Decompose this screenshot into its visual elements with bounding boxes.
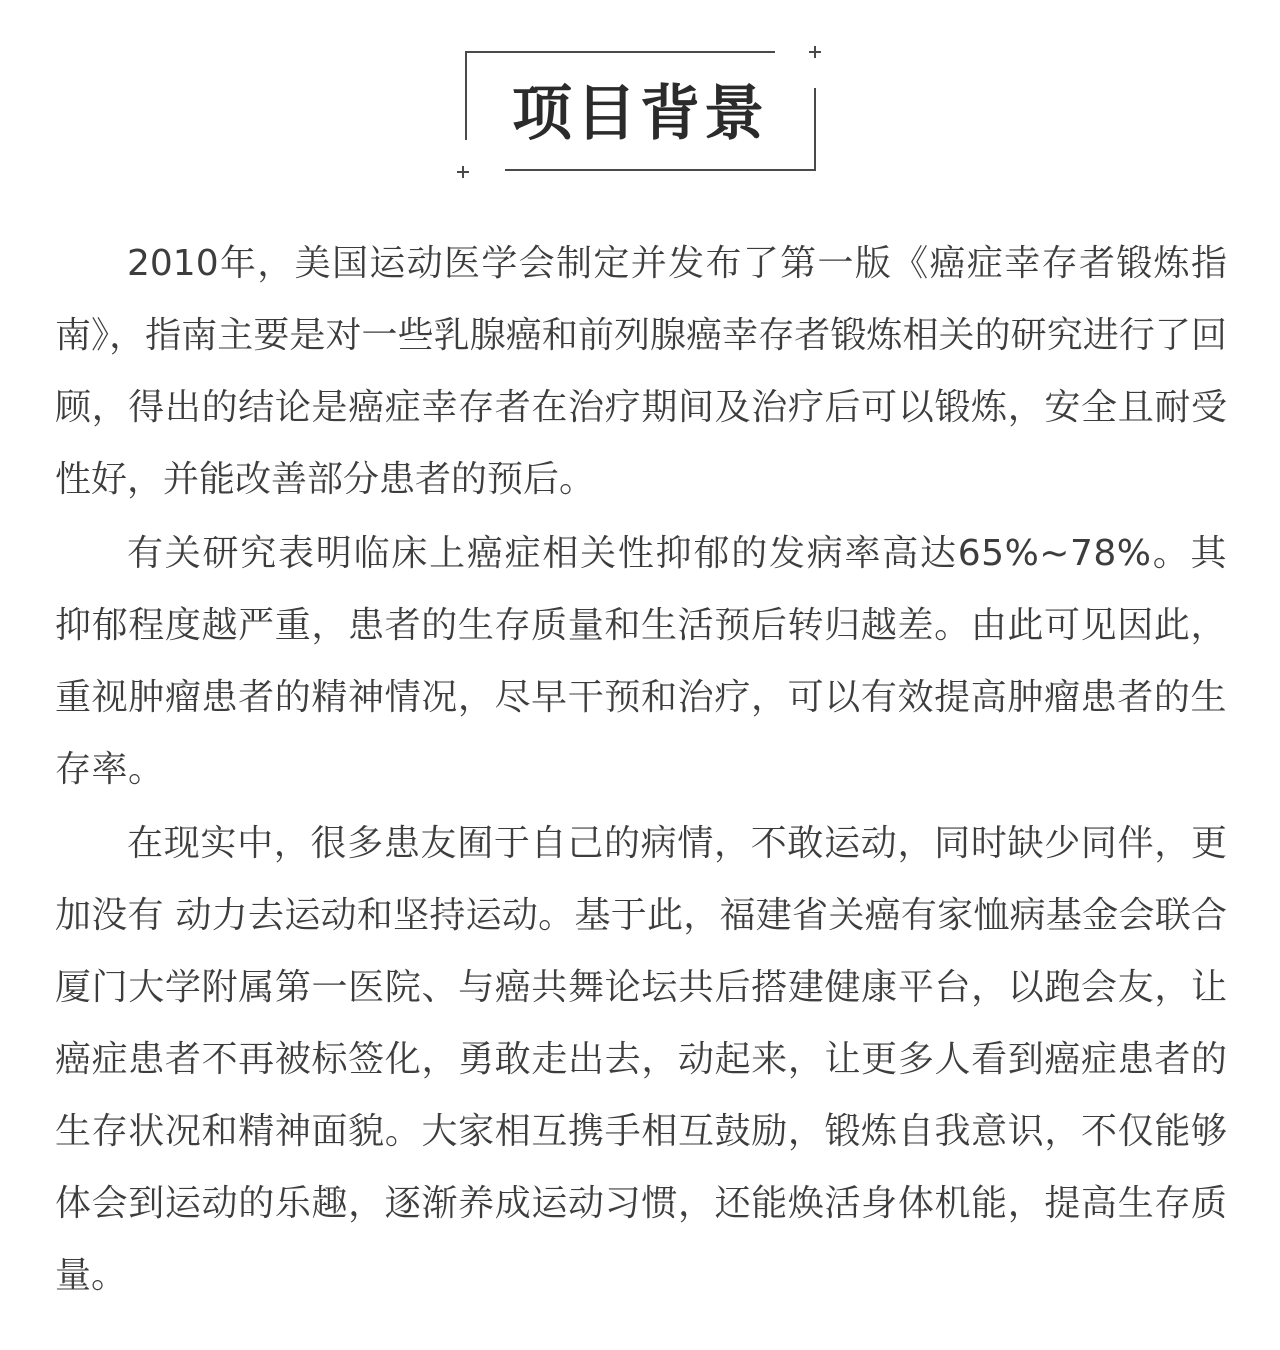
plus-icon-top-right	[809, 46, 821, 58]
page-title: 项目背景	[512, 79, 768, 149]
paragraph-3: 在现实中，很多患友囿于自己的病情，不敢运动，同时缺少同伴，更加没有 动力去运动和坚持运动。基于此，福建省关癌有家恤病基金会联合厦门大学附属第一医院、与癌共舞论坛共后搭建健康平台，以跑会友，让癌症患者不再被标签化，勇敢走出去，动起来，让更多人看到癌症患者的生存状况和精神面貌。大家相互携手相互鼓励，锻炼自我意识，不仅能够体会到运动的乐趣，逐渐养成运动习惯，还能焕活身体机能，提高生存质量。	[55, 823, 1227, 1296]
plus-icon-bottom-left	[457, 166, 469, 178]
title-frame	[0, 0, 1280, 190]
paragraph-1: 2010年，美国运动医学会制定并发布了第一版《癌症幸存者锻炼指南》，指南主要是对一些乳腺癌和前列腺癌幸存者锻炼相关的研究进行了回顾，得出的结论是癌症幸存者在治疗期间及治疗后可以锻炼，安全且耐受性好，并能改善部分患者的预后。	[55, 243, 1227, 500]
paragraph-2: 有关研究表明临床上癌症相关性抑郁的发病率高达65%~78%。其抑郁程度越严重，患者的生存质量和生活预后转归越差。由此可见因此，重视肿瘤患者的精神情况，尽早干预和治疗，可以有效提高肿瘤患者的生存率。	[55, 533, 1227, 790]
article-body	[55, 228, 1227, 1312]
